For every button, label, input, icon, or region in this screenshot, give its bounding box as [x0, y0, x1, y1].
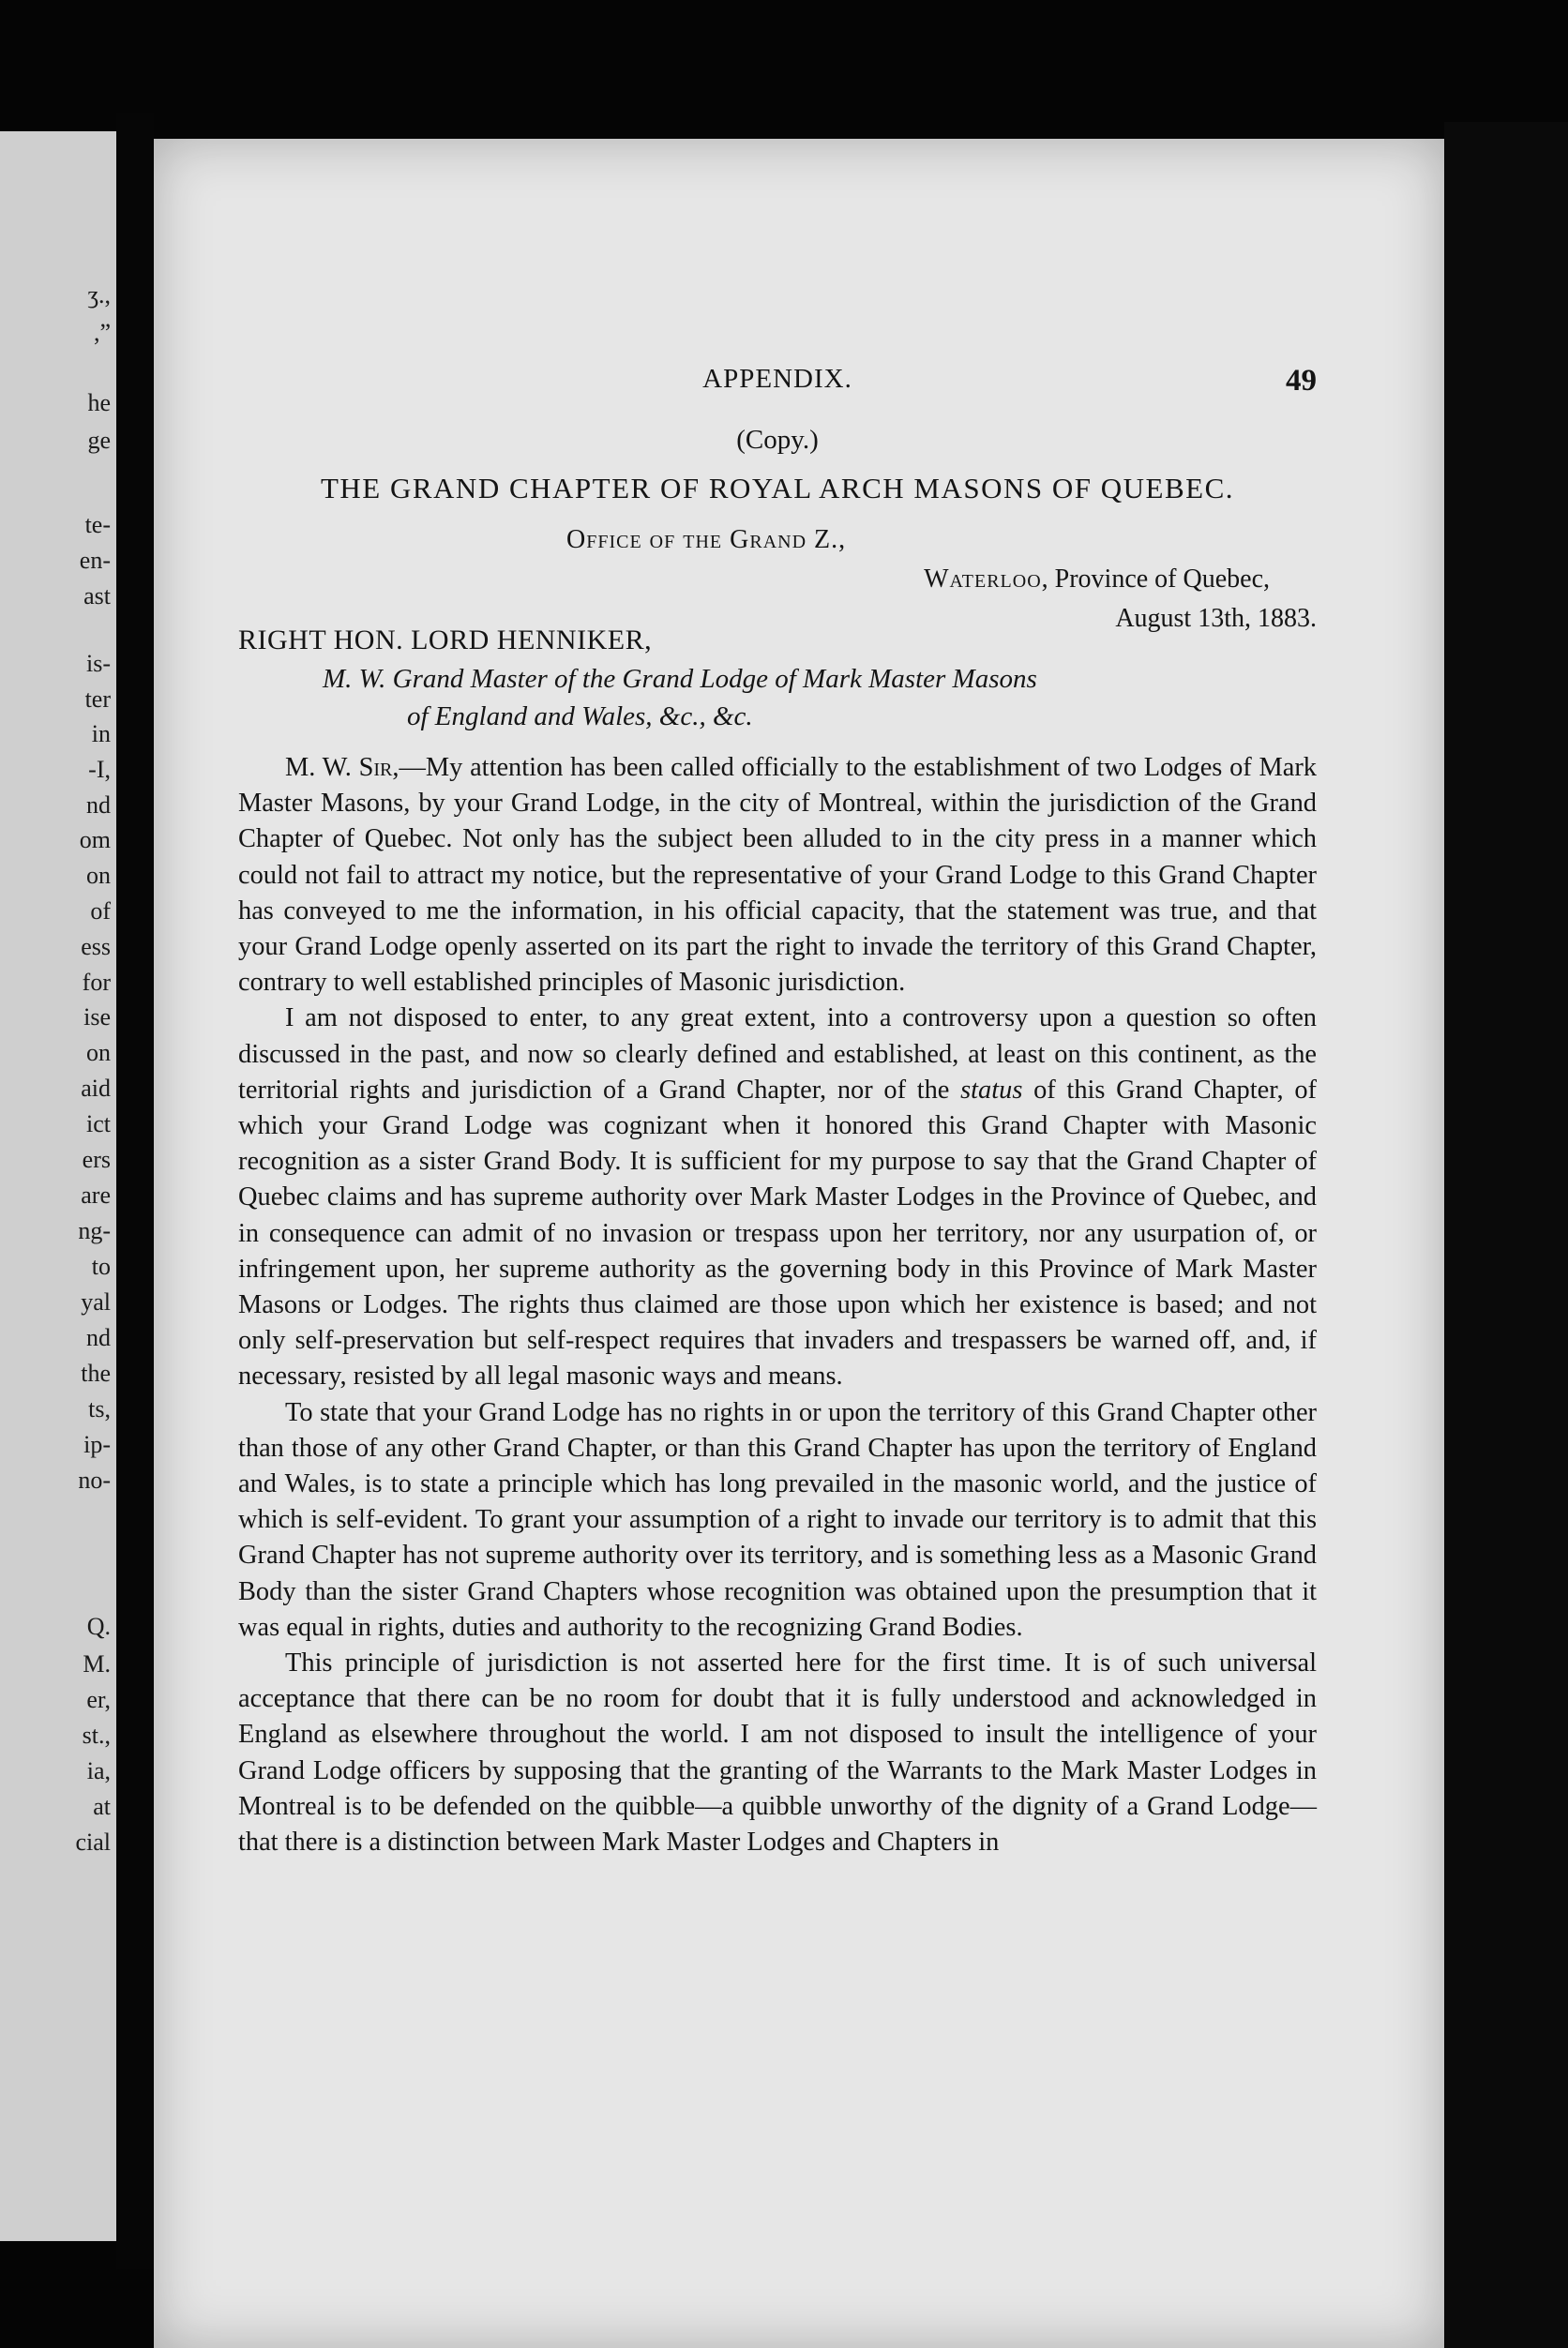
facing-page-text: M. — [83, 1650, 111, 1678]
facing-page-text: nd — [86, 1324, 111, 1351]
letter-body — [238, 750, 1317, 1860]
facing-page-text: ts, — [88, 1395, 111, 1422]
facing-page-text: at — [93, 1793, 111, 1820]
facing-page-text: are — [81, 1182, 111, 1209]
paragraph-3: To state that your Grand Lodge has no rights in or upon the territory of this Grand Chapter other than those of any other Grand Chapter, or than this Grand Chapter has upon the territory of England and Wales, is to state a principle which has long prevailed in the masonic world, and the justice of which is self-evident. To grant your assumption of a right to invade our territory is to admit that this Grand Chapter has not supreme authority over its territory, and is something less as a Masonic Grand Body than the sister Grand Chapters whose recognition was obtained upon the presumption that it was equal in rights, duties and authority to the recognizing Grand Bodies. — [238, 1397, 1317, 1642]
facing-page-text: ict — [86, 1110, 111, 1137]
facing-page-text: er, — [86, 1686, 111, 1713]
paragraph-1-text: —My attention has been called officially to the establishment of two Lodges of Mark Master Masons, by your Grand Lodge, in the city of Montreal, within the jurisdiction of the Grand Chapter of Quebec. Not only has the subject been alluded to in the city press in a manner which could not fail to attract my notice, but the representative of your Grand Lodge to this Grand Chapter has conveyed to me the information, in his official capacity, that the statement was true, and that your Grand Lodge openly asserted on its part the right to invade the territory of this Grand Chapter, contrary to well established principles of Masonic jurisdiction. — [238, 753, 1317, 998]
facing-page-text: ast — [83, 582, 111, 610]
book-page — [154, 139, 1444, 2348]
facing-page-text: on — [86, 1039, 111, 1066]
facing-page-text: no- — [78, 1467, 111, 1494]
page-number: 49 — [1286, 364, 1317, 398]
letter-date: August 13th, 1883. — [1115, 604, 1317, 633]
status-word: status — [960, 1075, 1023, 1105]
copy-label: (Copy.) — [736, 425, 819, 455]
sender-place-name: Waterloo — [924, 564, 1042, 594]
paragraph-2-text-b: of this Grand Chapter, of which your Grand Lodge was cognizant when it honored this Grand Chapter with Masonic recognition as a sister Grand Body. It is sufficient for my purpose to say that the Grand Chapter of Quebec claims and has supreme authority over Mark Master Lodges in the Province of Quebec, and in consequence can admit of no invasion or trespass upon her territory, nor any usurpation of, or infringement upon, her supreme authority as the governing body in this Province of Mark Master Masons or Lodges. The rights thus claimed are those upon which her existence is based; and not only self-preservation but self-respect requires that invaders and trespassers be warned off, and, if necessary, resisted by all legal masonic ways and means. — [238, 1075, 1317, 1392]
running-head — [238, 364, 1317, 401]
paragraph-2 — [238, 1001, 1317, 1394]
salutation: M. W. Sir, — [285, 753, 400, 782]
facing-page-text: ers — [82, 1146, 111, 1173]
addressee-title-line-2: of England and Wales, &c., &c. — [407, 701, 753, 731]
facing-page-text: ,” — [93, 319, 111, 346]
facing-page-text: ise — [83, 1003, 111, 1031]
addressee-title-line-1: M. W. Grand Master of the Grand Lodge of Mark Master Masons — [323, 664, 1037, 694]
facing-page-text: ia, — [86, 1757, 111, 1784]
facing-page-text: ʒ., — [87, 281, 111, 309]
addressee-name: RIGHT HON. LORD HENNIKER, — [238, 625, 653, 655]
facing-page-text: for — [82, 969, 111, 996]
scan-border — [1444, 122, 1568, 2348]
facing-page-text: om — [79, 826, 111, 853]
facing-page-text: yal — [81, 1288, 111, 1316]
facing-page-text: of — [90, 897, 111, 925]
facing-page-text: -I, — [88, 756, 111, 783]
facing-page-text: in — [91, 720, 111, 747]
sender-place-rest: , Province of Quebec, — [1041, 564, 1270, 594]
facing-page-text: aid — [81, 1075, 111, 1102]
facing-page-text: en- — [79, 547, 111, 574]
paragraph-2-text-a: I am not disposed to enter, to any great extent, into a controversy upon a question so often discussed in the past, and now so clearly defined and established, at least on this continent, as the territorial rights and jurisdiction of a Grand Chapter, nor of the — [238, 1003, 1317, 1105]
facing-page-text: ess — [81, 933, 111, 960]
facing-page-text: he — [87, 389, 111, 416]
facing-page-text: st., — [82, 1722, 111, 1749]
paragraph-1 — [238, 750, 1317, 1001]
facing-page-fragment — [0, 131, 116, 2241]
facing-page-text: te- — [84, 511, 111, 538]
running-title: APPENDIX. — [702, 364, 852, 394]
facing-page-text: is- — [86, 650, 111, 677]
page-gutter — [116, 113, 154, 2269]
document-title: THE GRAND CHAPTER OF ROYAL ARCH MASONS OF QUEBEC. — [320, 472, 1235, 504]
facing-page-text: the — [81, 1360, 111, 1387]
facing-page-text: ip- — [83, 1431, 111, 1458]
paragraph-4: This principle of jurisdiction is not asserted here for the first time. It is of such universal acceptance that there can be no room for doubt that it is fully understood and acknowledged in England as elsewhere throughout the world. I am not disposed to insult the intelligence of your Grand Lodge officers by supposing that the granting of the Warrants to the Mark Master Lodges in Montreal is to be defended on the quibble—a quibble unworthy of the dignity of a Grand Lodge—that there is a distinction between Mark Master Lodges and Chapters in — [238, 1648, 1317, 1858]
sender-place — [924, 564, 1270, 595]
facing-page-text: nd — [86, 791, 111, 819]
facing-page-text: ng- — [78, 1217, 111, 1244]
facing-page-text: to — [91, 1253, 111, 1280]
sender-office: Office of the Grand Z., — [566, 525, 847, 554]
facing-page-text: cial — [75, 1829, 111, 1856]
facing-page-text: on — [86, 862, 111, 889]
facing-page-text: ter — [84, 685, 111, 713]
facing-page-text: Q. — [86, 1613, 111, 1640]
facing-page-text: ge — [87, 427, 111, 454]
